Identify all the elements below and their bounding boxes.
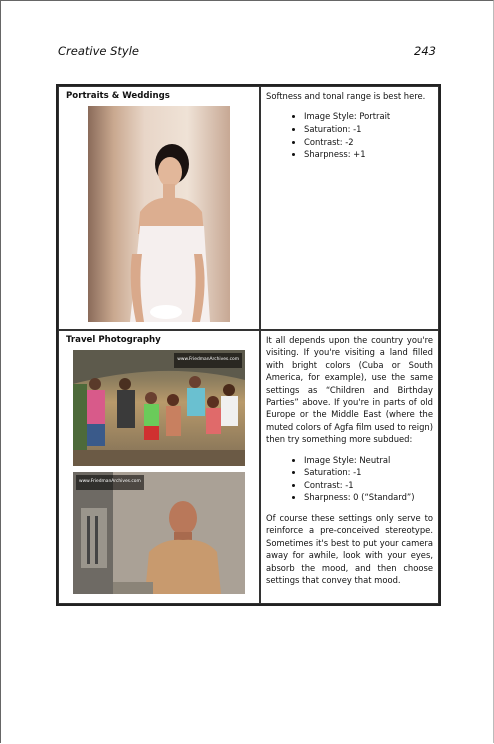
list-item: • Saturation: -1 [304, 466, 433, 479]
table-cell-right [260, 86, 439, 330]
list-item: • Saturation: -1 [304, 123, 433, 136]
list-item: • Sharpness: 0 (“Standard”) [304, 491, 433, 504]
cell-text: Softness and tonal range is best here. [266, 91, 426, 101]
photo-watermark: www.FriedmanArchives.com [174, 353, 242, 367]
bride-portrait-photo [88, 106, 230, 322]
settings-list [266, 110, 433, 160]
list-item: • Image Style: Portrait [304, 110, 433, 123]
settings-table [56, 84, 441, 606]
list-item: • Image Style: Neutral [304, 454, 433, 467]
cell-text: It all depends upon the country you're visiting. If you're visiting a land filled with bright colors (Cuba or South America, for example), use the same settings as “Children and Birthday Parties” above. If you're in parts of old Europe or the Middle East (where the muted colors of Agfa film used to reign) then try something more subdued: [266, 335, 433, 445]
photo-watermark: www.FriedmanArchives.com [76, 475, 144, 489]
running-header-title: Creative Style [58, 44, 140, 58]
list-item: • Contrast: -1 [304, 479, 433, 492]
travel-man-photo [73, 472, 245, 594]
list-item: • Sharpness: +1 [304, 148, 433, 161]
table-cell-left [58, 86, 260, 330]
man-illustration [73, 472, 245, 594]
list-item: • Contrast: -2 [304, 136, 433, 149]
table-row [58, 330, 439, 604]
settings-list [266, 454, 433, 504]
cell-title: Travel Photography [66, 335, 161, 345]
table-row [58, 86, 439, 330]
bride-figure-illustration [122, 134, 212, 322]
cell-text-closing: Of course these settings only serve to reinforce a pre-conceived stereotype. Sometimes it's best to put your camera away for awhile, look with your eyes, absorb the mood, and then choose settings that convey that mood. [266, 513, 433, 586]
table-cell-right [260, 330, 439, 604]
travel-group-photo [73, 350, 245, 466]
cell-title: Portraits & Weddings [66, 91, 170, 101]
table-cell-left [58, 330, 260, 604]
page-number: 243 [414, 44, 436, 58]
